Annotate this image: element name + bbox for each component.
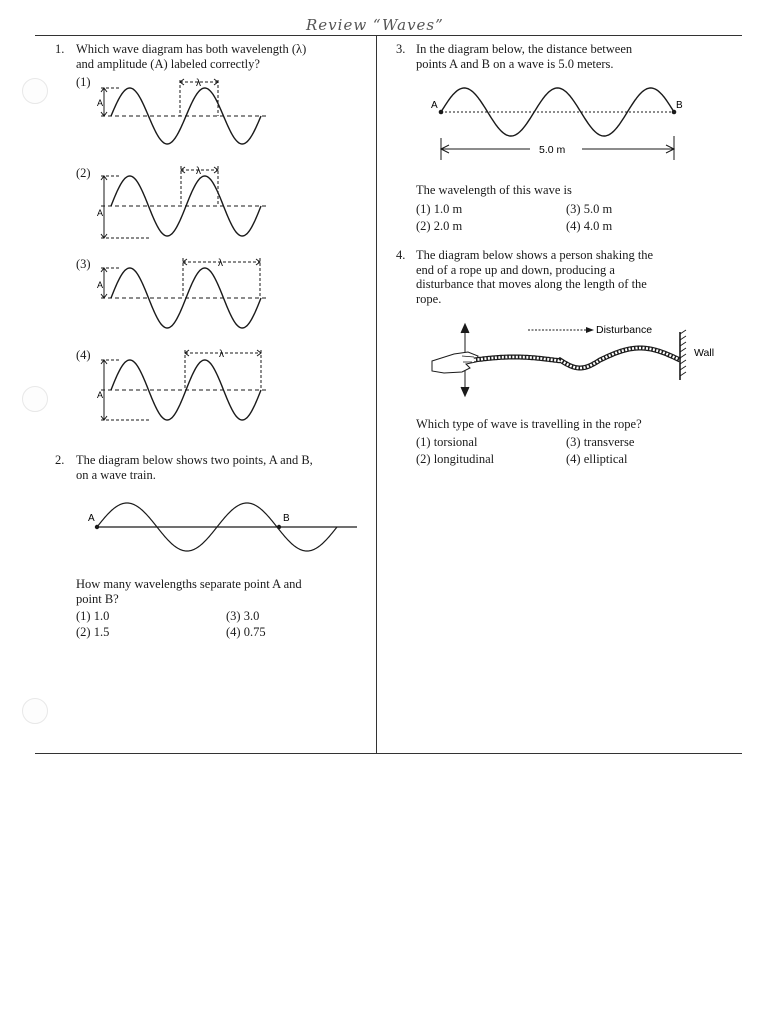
q3-question: The wavelength of this wave is <box>416 183 572 197</box>
lambda-label: λ <box>218 258 223 269</box>
q2-text-line2: on a wave train. <box>76 468 156 482</box>
q4-option-3: (3) transverse <box>566 435 635 449</box>
disturbance-label: Disturbance <box>596 324 653 336</box>
lambda-label: λ <box>219 349 224 360</box>
q2-option-2: (2) 1.5 <box>76 625 110 639</box>
q3-text-line2: points A and B on a wave is 5.0 meters. <box>416 57 614 71</box>
q2-question-line1: How many wavelengths separate point A and <box>76 577 302 591</box>
q2-option-3: (3) 3.0 <box>226 609 260 623</box>
q3-text-line1: In the diagram below, the distance between <box>416 42 633 56</box>
q2-question-line2: point B? <box>76 592 119 606</box>
q1-option-4-label: (4) <box>76 348 91 362</box>
q3-option-2: (2) 2.0 m <box>416 219 463 233</box>
hand-icon <box>432 352 478 373</box>
distance-label: 5.0 m <box>539 144 566 156</box>
disturbance-arrowhead <box>586 327 594 333</box>
lambda-label: λ <box>196 166 201 177</box>
lambda-label: λ <box>196 78 201 89</box>
point-b-label: B <box>283 513 290 524</box>
q2-number: 2. <box>55 453 65 467</box>
q1-option-1-label: (1) <box>76 75 91 89</box>
point-a-label: A <box>88 513 95 524</box>
q4-text-line2: end of a rope up and down, producing a <box>416 263 615 277</box>
q4-number: 4. <box>396 248 406 262</box>
q4-option-2: (2) longitudinal <box>416 452 495 466</box>
q3-option-3: (3) 5.0 m <box>566 202 613 216</box>
q3-number: 3. <box>396 42 406 56</box>
q1-text-line1: Which wave diagram has both wavelength (λ) <box>76 42 307 56</box>
wall-label: Wall <box>694 347 715 359</box>
q2-option-1: (1) 1.0 <box>76 609 110 623</box>
amplitude-label: A <box>97 390 104 400</box>
point-a-label: A <box>431 100 438 111</box>
q3-option-4: (4) 4.0 m <box>566 219 613 233</box>
q3-option-1: (1) 1.0 m <box>416 202 463 216</box>
q2-option-4: (4) 0.75 <box>226 625 266 639</box>
q1-option-3-label: (3) <box>76 257 91 271</box>
point-b-label: B <box>676 100 683 111</box>
amplitude-label: A <box>97 280 104 290</box>
rope <box>474 348 680 368</box>
q4-text-line3: disturbance that moves along the length of the <box>416 277 647 291</box>
q1-number: 1. <box>55 42 65 56</box>
q2-text-line1: The diagram below shows two points, A and B, <box>76 453 313 467</box>
q4-option-1: (1) torsional <box>416 435 478 449</box>
q1-text-line2: and amplitude (A) labeled correctly? <box>76 57 260 71</box>
q4-option-4: (4) elliptical <box>566 452 628 466</box>
page-title: Review “Waves” <box>306 16 444 34</box>
q1-option-2-label: (2) <box>76 166 91 180</box>
wall-hatching <box>680 330 686 376</box>
amplitude-label: A <box>97 208 104 218</box>
q4-text-line1: The diagram below shows a person shaking the <box>416 248 654 262</box>
q4-question: Which type of wave is travelling in the rope? <box>416 417 642 431</box>
amplitude-label: A <box>97 98 104 108</box>
q4-text-line4: rope. <box>416 292 442 306</box>
